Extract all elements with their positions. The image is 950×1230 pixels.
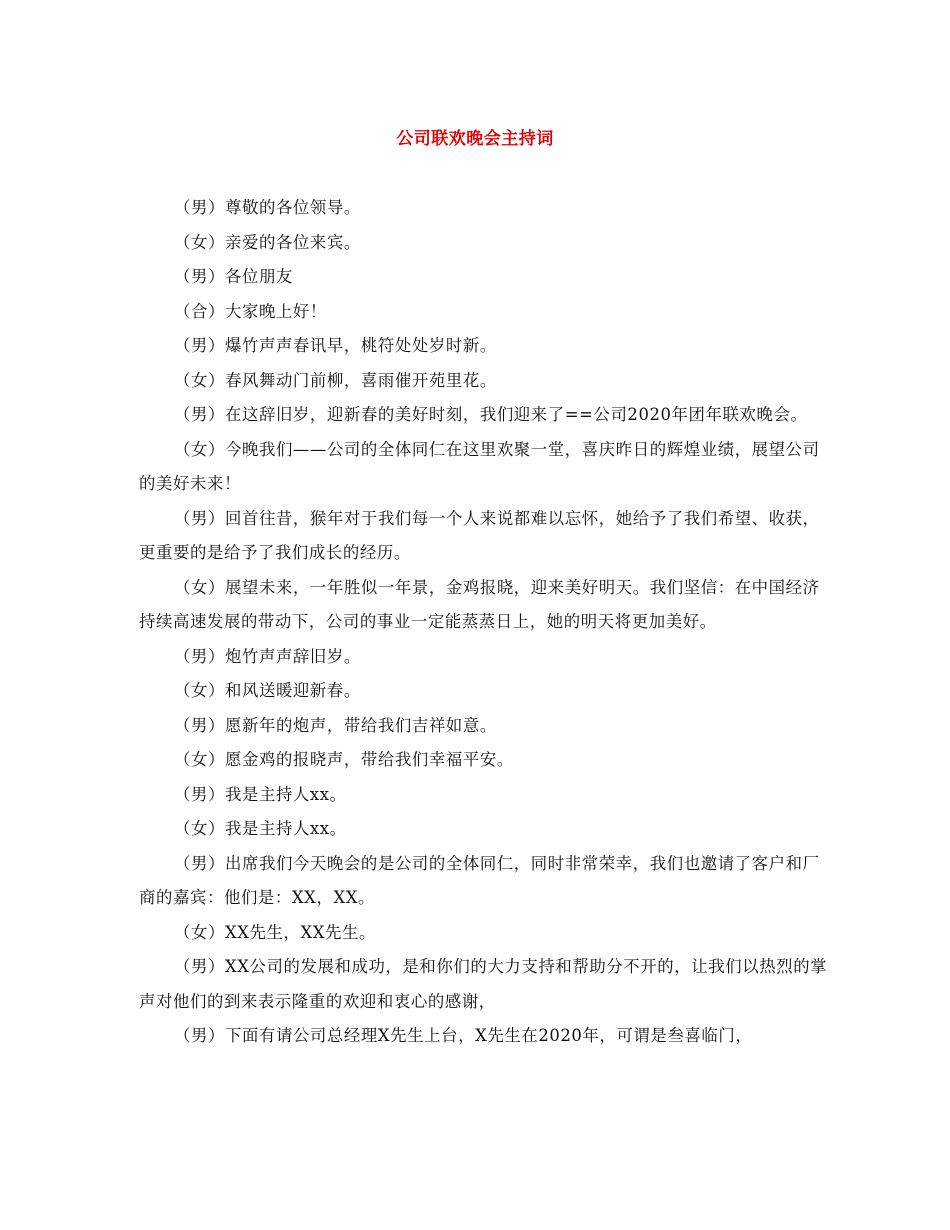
paragraph: （男）各位朋友 — [174, 267, 293, 286]
paragraph: （男）XX公司的发展和成功，是和你们的大力支持和帮助分不开的，让我们以热烈的掌声对他们的到来表示隆重的欢迎和衷心的感谢， — [139, 957, 828, 1011]
paragraph: （男）回首往昔，猴年对于我们每一个人来说都难以忘怀，她给予了我们希望、收获，更重要的是给予了我们成长的经历。 — [139, 508, 820, 562]
paragraph: （女）愿金鸡的报晓声，带给我们幸福平安。 — [174, 750, 514, 769]
paragraph: （男）在这辞旧岁，迎新春的美好时刻，我们迎来了==公司2020年团年联欢晚会。 — [174, 405, 808, 424]
paragraph: （女）展望未来，一年胜似一年景，金鸡报晓，迎来美好明天。我们坚信：在中国经济持续高速发展的带动下，公司的事业一定能蒸蒸日上，她的明天将更加美好。 — [139, 577, 820, 631]
paragraph: （男）炮竹声声辞旧岁。 — [174, 646, 361, 666]
paragraph: （女）春风舞动门前柳，喜雨催开苑里花。 — [174, 370, 497, 390]
paragraph: （女）我是主持人xx。 — [174, 819, 347, 838]
paragraph: （女）亲爱的各位来宾。 — [174, 232, 361, 252]
document-body — [139, 191, 831, 1054]
paragraph: （男）愿新年的炮声，带给我们吉祥如意。 — [174, 715, 497, 735]
paragraph: （男）出席我们今天晚会的是公司的全体同仁，同时非常荣幸，我们也邀请了客户和厂商的嘉宾：他们是：XX，XX。 — [139, 853, 820, 907]
paragraph: （男）尊敬的各位领导。 — [174, 198, 361, 217]
paragraph: （男）我是主持人xx。 — [174, 784, 347, 804]
paragraph: （男）下面有请公司总经理X先生上台，X先生在2020年，可谓是叁喜临门， — [174, 1026, 753, 1045]
paragraph: （合）大家晚上好！ — [174, 301, 327, 321]
paragraph: （女）和风送暖迎新春。 — [174, 681, 361, 700]
paragraph: （男）爆竹声声春讯早，桃符处处岁时新。 — [174, 336, 497, 355]
document-title: 公司联欢晚会主持词 — [396, 129, 554, 149]
paragraph: （女）今晚我们——公司的全体同仁在这里欢聚一堂，喜庆昨日的辉煌业绩，展望公司的美好未来！ — [139, 439, 820, 493]
paragraph: （女）XX先生，XX先生。 — [174, 922, 376, 942]
